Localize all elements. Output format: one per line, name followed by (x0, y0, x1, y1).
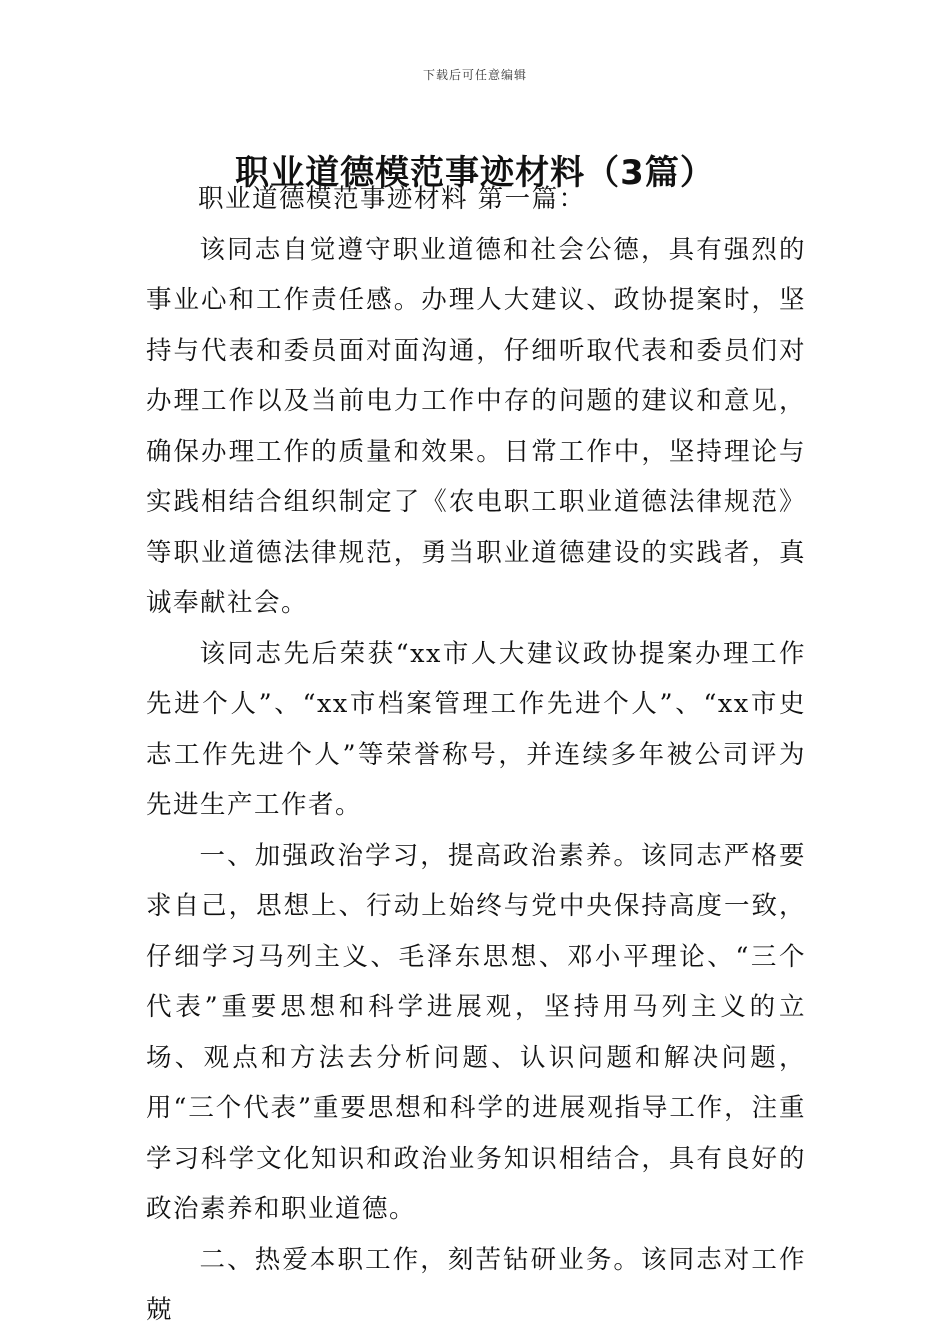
document-body (146, 174, 806, 1336)
header-note: 下载后可任意编辑 (422, 68, 527, 82)
paragraph-4: 二、热爱本职工作，刻苦钻研业务。该同志对工作兢 (146, 1244, 806, 1325)
paragraph-2: 该同志先后荣获“xx市人大建议政协提案办理工作先进个人”、“xx市档案管理工作先进个人”、“xx市史志工作先进个人”等荣誉称号，并连续多年被公司评为先进生产工作者。 (146, 638, 806, 820)
document-title: 职业道德模范事迹材料（3篇） (235, 152, 715, 193)
paragraph-3: 一、加强政治学习，提高政治素养。该同志严格要求自己，思想上、行动上始终与党中央保持高度一致，仔细学习马列主义、毛泽东思想、邓小平理论、“三个代表”重要思想和科学进展观，坚持用马列主义的立场、观点和方法去分析问题、认识问题和解决问题，用“三个代表”重要思想和科学的进展观指导工作，注重学习科学文化知识和政治业务知识相结合，具有良好的政治素养和职业道德。 (146, 840, 806, 1224)
paragraph-1: 该同志自觉遵守职业道德和社会公德，具有强烈的事业心和工作责任感。办理人大建议、政协提案时，坚持与代表和委员面对面沟通，仔细听取代表和委员们对办理工作以及当前电力工作中存的问题的建议和意见，确保办理工作的质量和效果。日常工作中，坚持理论与实践相结合组织制定了《农电职工职业道德法律规范》等职业道德法律规范，勇当职业道德建设的实践者，真诚奉献社会。 (146, 234, 806, 618)
section-subtitle: 职业道德模范事迹材料 第一篇： (198, 184, 586, 214)
